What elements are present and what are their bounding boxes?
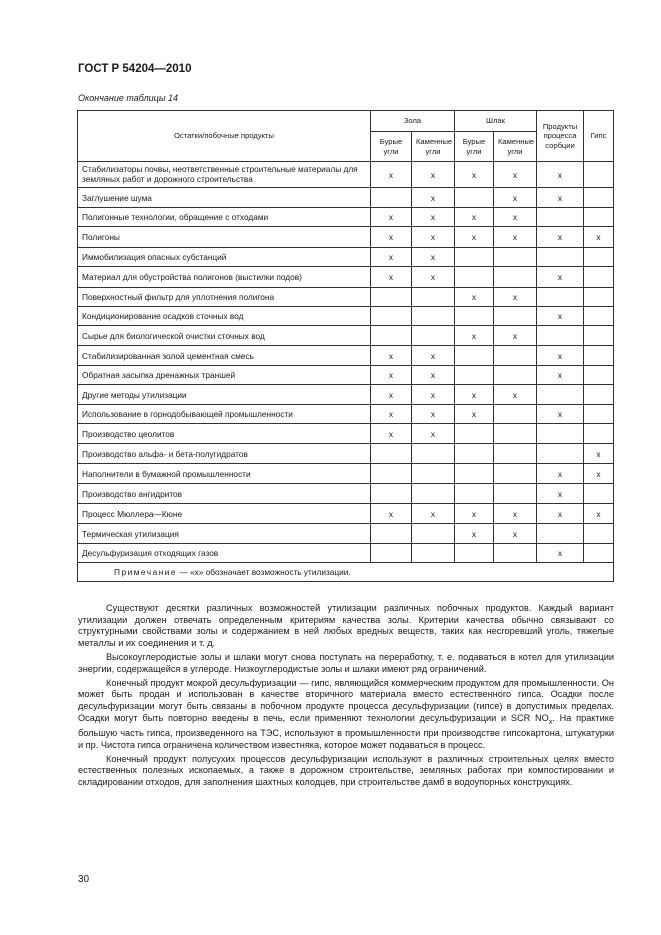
table-row: [78, 326, 614, 346]
table-row: [78, 346, 614, 366]
mark-cell: [494, 248, 537, 267]
mark-cell: [494, 346, 537, 366]
mark-cell: x: [412, 385, 455, 405]
row-label: Кондиционирование осадков сточных вод: [78, 307, 371, 326]
row-label: Процесс Мюллера—Кюне: [78, 504, 371, 524]
table-row: [78, 366, 614, 385]
mark-cell: x: [494, 188, 537, 208]
mark-cell: [584, 405, 614, 424]
table-row: [78, 288, 614, 307]
table-caption: Окончание таблицы 14: [78, 93, 178, 103]
table-row: [78, 188, 614, 208]
mark-cell: x: [537, 405, 584, 424]
row-label: Производство цеолитов: [78, 424, 371, 444]
mark-cell: x: [412, 188, 455, 208]
mark-cell: x: [494, 504, 537, 524]
mark-cell: [584, 188, 614, 208]
mark-cell: [494, 484, 537, 504]
group-header-zola: Зола: [371, 111, 455, 132]
mark-cell: [455, 366, 494, 385]
col-header-residues: Остатки/побочные продукты: [78, 111, 371, 162]
mark-cell: [455, 444, 494, 464]
table-row: [78, 405, 614, 424]
mark-cell: x: [371, 504, 412, 524]
page-number: 30: [78, 874, 90, 885]
mark-cell: [455, 484, 494, 504]
mark-cell: [455, 248, 494, 267]
mark-cell: [494, 405, 537, 424]
mark-cell: [371, 524, 412, 544]
mark-cell: [371, 444, 412, 464]
mark-cell: [584, 346, 614, 366]
body-paragraph: Конечный продукт мокрой десульфуризации — гипс, являющийся коммерческим продуктом для промышленности. Он может быть продан и использован в качестве вторичного материала вместо естественного гипса. Осадки после десульфуризации могут быть связаны в побочном продукте процесса десульфуризации (гипсе) в допустимых пределах. Осадки могут быть повторно введены в печь, если применяют технологии десульфуризации и SCR $NO_x$. На практике большую часть гипса, произведенного на ТЭС, используют в промышленности при производстве гипсокартона, штукатурки и пр. Чистота гипса ограничена количеством известняка, которое может подаваться в процесс.: [78, 677, 614, 750]
mark-cell: x: [537, 307, 584, 326]
table-note: [78, 563, 614, 582]
mark-cell: [494, 464, 537, 484]
mark-cell: x: [537, 188, 584, 208]
mark-cell: x: [537, 504, 584, 524]
utilization-table: [77, 110, 614, 582]
row-label: Использование в горнодобывающей промышленности: [78, 405, 371, 424]
body-text: [78, 603, 614, 791]
mark-cell: [455, 188, 494, 208]
mark-cell: x: [455, 385, 494, 405]
mark-cell: x: [455, 162, 494, 188]
mark-cell: x: [455, 288, 494, 307]
mark-cell: x: [412, 424, 455, 444]
mark-cell: [371, 464, 412, 484]
mark-cell: x: [371, 385, 412, 405]
row-label: Стабилизированная золой цементная смесь: [78, 346, 371, 366]
row-label: Полигонные технологии, обращение с отходами: [78, 208, 371, 227]
table-row: [78, 267, 614, 288]
row-label: Стабилизаторы почвы, неответственные строительные материалы для земляных работ и дорожного строительства: [78, 162, 371, 188]
table-row: [78, 524, 614, 544]
mark-cell: [412, 326, 455, 346]
mark-cell: x: [537, 162, 584, 188]
mark-cell: [537, 326, 584, 346]
mark-cell: x: [455, 208, 494, 227]
mark-cell: x: [412, 366, 455, 385]
mark-cell: [584, 484, 614, 504]
subheader-zola-burye: Бурые угли: [371, 132, 412, 162]
mark-cell: x: [371, 267, 412, 288]
mark-cell: x: [537, 464, 584, 484]
mark-cell: [455, 424, 494, 444]
table-row: [78, 227, 614, 248]
mark-cell: [584, 288, 614, 307]
table-row: [78, 307, 614, 326]
table-row: [78, 208, 614, 227]
table-row: [78, 544, 614, 563]
mark-cell: [412, 544, 455, 563]
mark-cell: [494, 544, 537, 563]
mark-cell: x: [494, 208, 537, 227]
mark-cell: [537, 524, 584, 544]
mark-cell: [537, 444, 584, 464]
row-label: Сырье для биологической очистки сточных вод: [78, 326, 371, 346]
note-text: — «x» обозначает возможность утилизации.: [177, 567, 351, 577]
mark-cell: x: [371, 227, 412, 248]
row-label: Обратная засыпка дренажных траншей: [78, 366, 371, 385]
mark-cell: x: [455, 326, 494, 346]
mark-cell: x: [537, 267, 584, 288]
body-paragraph: Существуют десятки различных возможностей утилизации различных побочных продуктов. Каждый вариант утилизации должен отвечать определенным критериям качества золы. Критерии качества обычно связывают со структурными свойствами золы и содержанием в ней любых вредных веществ, таких как несгоревший уголь, тяжелые металлы и их соединения и т. д.: [78, 603, 614, 648]
mark-cell: [455, 544, 494, 563]
subheader-zola-kamennye: Каменные угли: [412, 132, 455, 162]
table-row: [78, 504, 614, 524]
mark-cell: [412, 444, 455, 464]
mark-cell: x: [537, 544, 584, 563]
mark-cell: [537, 424, 584, 444]
mark-cell: [584, 366, 614, 385]
mark-cell: [584, 162, 614, 188]
table-row: [78, 464, 614, 484]
mark-cell: [584, 248, 614, 267]
subheader-shlak-kamennye: Каменные угли: [494, 132, 537, 162]
mark-cell: x: [455, 524, 494, 544]
mark-cell: [412, 288, 455, 307]
mark-cell: [584, 208, 614, 227]
mark-cell: x: [412, 346, 455, 366]
mark-cell: [412, 307, 455, 326]
mark-cell: [584, 307, 614, 326]
mark-cell: [371, 188, 412, 208]
mark-cell: x: [371, 405, 412, 424]
row-label: Термическая утилизация: [78, 524, 371, 544]
mark-cell: x: [494, 227, 537, 248]
mark-cell: [494, 424, 537, 444]
mark-cell: x: [537, 346, 584, 366]
mark-cell: x: [412, 405, 455, 424]
mark-cell: x: [584, 464, 614, 484]
mark-cell: x: [371, 366, 412, 385]
mark-cell: x: [537, 227, 584, 248]
row-label: Наполнители в бумажной промышленности: [78, 464, 371, 484]
mark-cell: [455, 346, 494, 366]
table-row: [78, 248, 614, 267]
mark-cell: [371, 544, 412, 563]
table-row: [78, 385, 614, 405]
document-header: ГОСТ Р 54204—2010: [78, 63, 192, 75]
mark-cell: x: [584, 504, 614, 524]
mark-cell: [537, 385, 584, 405]
mark-cell: x: [412, 504, 455, 524]
group-header-shlak: Шлак: [455, 111, 537, 132]
note-prefix: Примечание: [114, 567, 178, 577]
mark-cell: x: [371, 248, 412, 267]
mark-cell: x: [494, 524, 537, 544]
mark-cell: [371, 307, 412, 326]
mark-cell: x: [494, 288, 537, 307]
mark-cell: [371, 484, 412, 504]
row-label: Другие методы утилизации: [78, 385, 371, 405]
mark-cell: [584, 524, 614, 544]
mark-cell: x: [455, 405, 494, 424]
subheader-shlak-burye: Бурые угли: [455, 132, 494, 162]
mark-cell: x: [371, 208, 412, 227]
mark-cell: [412, 524, 455, 544]
mark-cell: x: [412, 248, 455, 267]
mark-cell: x: [584, 444, 614, 464]
mark-cell: x: [412, 162, 455, 188]
mark-cell: [537, 208, 584, 227]
row-label: Десульфуризация отходящих газов: [78, 544, 371, 563]
mark-cell: x: [455, 504, 494, 524]
mark-cell: [584, 424, 614, 444]
mark-cell: x: [371, 424, 412, 444]
body-paragraph: Высокоуглеродистые золы и шлаки могут снова поступать на переработку, т. е. подаваться в котел для утилизации энергии, содержащейся в углероде. Низкоуглеродистые золы и шлаки имеют ряд ограничений.: [78, 651, 614, 674]
row-label: Материал для обустройства полигонов (выстилки подов): [78, 267, 371, 288]
table-row: [78, 444, 614, 464]
row-label: Производство ангидритов: [78, 484, 371, 504]
row-label: Полигоны: [78, 227, 371, 248]
mark-cell: [455, 464, 494, 484]
mark-cell: x: [537, 484, 584, 504]
mark-cell: [371, 288, 412, 307]
row-label: Иммобилизация опасных субстанций: [78, 248, 371, 267]
row-label: Производство альфа- и бета-полугидратов: [78, 444, 371, 464]
mark-cell: [584, 267, 614, 288]
col-header-gips: Гипс: [584, 111, 614, 162]
mark-cell: x: [412, 227, 455, 248]
mark-cell: x: [455, 227, 494, 248]
table-row: [78, 484, 614, 504]
table-row: [78, 162, 614, 188]
mark-cell: [584, 326, 614, 346]
mark-cell: [371, 326, 412, 346]
mark-cell: [537, 288, 584, 307]
row-label: Заглушение шума: [78, 188, 371, 208]
mark-cell: [412, 464, 455, 484]
mark-cell: x: [412, 208, 455, 227]
mark-cell: x: [494, 326, 537, 346]
mark-cell: x: [412, 267, 455, 288]
mark-cell: x: [371, 346, 412, 366]
mark-cell: x: [494, 162, 537, 188]
mark-cell: [537, 248, 584, 267]
mark-cell: [412, 484, 455, 504]
mark-cell: [494, 366, 537, 385]
mark-cell: x: [494, 385, 537, 405]
table-body: [78, 162, 614, 563]
mark-cell: [584, 544, 614, 563]
mark-cell: x: [584, 227, 614, 248]
col-header-sorption-products: Продукты процесса сорбции: [537, 111, 584, 162]
mark-cell: [494, 267, 537, 288]
row-label: Поверхностный фильтр для уплотнения полигона: [78, 288, 371, 307]
mark-cell: [494, 444, 537, 464]
mark-cell: [455, 267, 494, 288]
mark-cell: x: [371, 162, 412, 188]
mark-cell: [455, 307, 494, 326]
mark-cell: [494, 307, 537, 326]
mark-cell: x: [537, 366, 584, 385]
body-paragraph: Конечный продукт полусухих процессов десульфуризации используют в различных строительных целях вместо естественных полезных ископаемых, а также в дорожном строительстве, земляных работах при компостировании и складировании отходов, для заполнения шахтных колодцев, при строительстве дамб в водоупорных конструкциях.: [78, 753, 614, 787]
mark-cell: [584, 385, 614, 405]
table-row: [78, 424, 614, 444]
